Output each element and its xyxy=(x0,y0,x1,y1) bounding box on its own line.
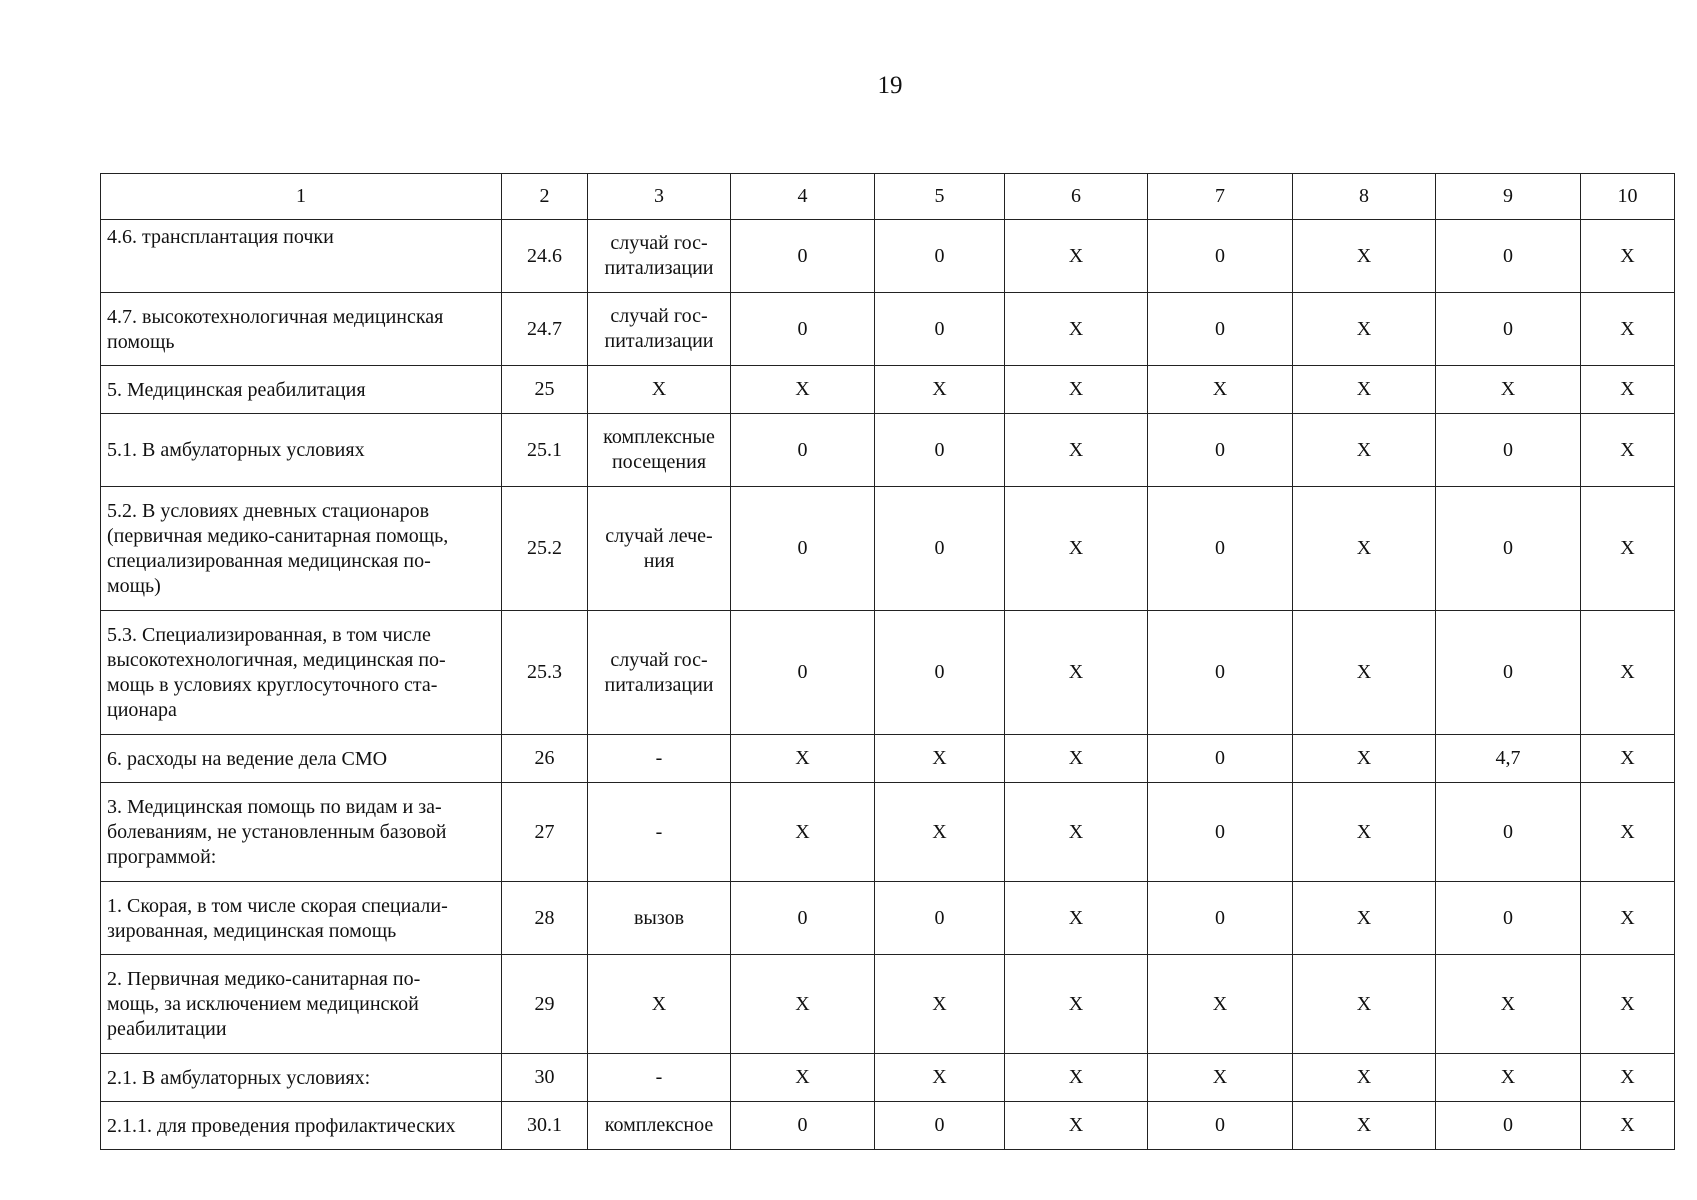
row-value-cell: X xyxy=(1005,1054,1148,1102)
row-value-cell: 0 xyxy=(1148,487,1293,611)
row-value-cell: X xyxy=(1293,1102,1436,1150)
row-value-cell: X xyxy=(1293,783,1436,882)
row-unit-cell: X xyxy=(588,366,731,414)
row-value-cell: X xyxy=(1148,1054,1293,1102)
row-value-cell: X xyxy=(731,955,875,1054)
row-value-cell: 0 xyxy=(731,414,875,487)
row-value-cell: X xyxy=(1005,735,1148,783)
row-name-cell: 1. Скорая, в том числе скорая специали- зированная, медицинская помощь xyxy=(101,882,502,955)
table-row xyxy=(101,1054,1675,1102)
row-value-cell: X xyxy=(731,735,875,783)
column-header: 1 xyxy=(101,174,502,220)
table-row xyxy=(101,366,1675,414)
row-value-cell: X xyxy=(1581,611,1675,735)
row-value-cell: X xyxy=(1005,220,1148,293)
row-unit-cell: комплексное xyxy=(588,1102,731,1150)
row-value-cell: X xyxy=(1581,414,1675,487)
row-value-cell: 0 xyxy=(875,414,1005,487)
row-value-cell: X xyxy=(1581,366,1675,414)
row-name-cell: 5. Медицинская реабилитация xyxy=(101,366,502,414)
row-value-cell: 0 xyxy=(1436,487,1581,611)
row-value-cell: 0 xyxy=(731,611,875,735)
table-row xyxy=(101,220,1675,293)
row-value-cell: X xyxy=(1581,882,1675,955)
row-value-cell: 0 xyxy=(1148,414,1293,487)
table-row xyxy=(101,487,1675,611)
row-code-cell: 24.6 xyxy=(502,220,588,293)
row-name-cell: 2.1. В амбулаторных условиях: xyxy=(101,1054,502,1102)
row-value-cell: X xyxy=(1581,783,1675,882)
row-name-cell: 6. расходы на ведение дела СМО xyxy=(101,735,502,783)
row-code-cell: 27 xyxy=(502,783,588,882)
row-value-cell: 0 xyxy=(1148,783,1293,882)
row-value-cell: X xyxy=(1293,220,1436,293)
row-value-cell: 0 xyxy=(1436,414,1581,487)
table-row xyxy=(101,955,1675,1054)
row-value-cell: 0 xyxy=(875,220,1005,293)
row-value-cell: 0 xyxy=(1148,735,1293,783)
table-row xyxy=(101,735,1675,783)
row-value-cell: X xyxy=(1436,366,1581,414)
table-row xyxy=(101,611,1675,735)
row-value-cell: X xyxy=(875,955,1005,1054)
table-row xyxy=(101,414,1675,487)
table-row xyxy=(101,882,1675,955)
column-header: 7 xyxy=(1148,174,1293,220)
row-value-cell: 0 xyxy=(1148,611,1293,735)
row-value-cell: X xyxy=(1436,955,1581,1054)
row-value-cell: X xyxy=(1293,611,1436,735)
row-value-cell: X xyxy=(1293,487,1436,611)
row-unit-cell: X xyxy=(588,955,731,1054)
row-unit-cell: случай гос- питализации xyxy=(588,293,731,366)
row-value-cell: X xyxy=(1005,366,1148,414)
row-value-cell: 0 xyxy=(875,882,1005,955)
row-value-cell: X xyxy=(875,366,1005,414)
row-value-cell: 4,7 xyxy=(1436,735,1581,783)
row-value-cell: X xyxy=(1005,955,1148,1054)
row-value-cell: X xyxy=(875,783,1005,882)
row-value-cell: X xyxy=(1293,414,1436,487)
row-name-cell: 2. Первичная медико-санитарная по- мощь, за исключением медицинской реабилитации xyxy=(101,955,502,1054)
row-unit-cell: вызов xyxy=(588,882,731,955)
row-unit-cell: - xyxy=(588,783,731,882)
row-code-cell: 25.1 xyxy=(502,414,588,487)
row-value-cell: X xyxy=(1148,366,1293,414)
row-value-cell: X xyxy=(1005,1102,1148,1150)
row-value-cell: X xyxy=(1293,955,1436,1054)
row-value-cell: X xyxy=(1293,882,1436,955)
page-number: 19 xyxy=(877,72,903,99)
row-value-cell: 0 xyxy=(1436,293,1581,366)
row-unit-cell: случай гос- питализации xyxy=(588,611,731,735)
row-code-cell: 29 xyxy=(502,955,588,1054)
row-code-cell: 24.7 xyxy=(502,293,588,366)
row-value-cell: 0 xyxy=(875,293,1005,366)
row-name-cell: 5.1. В амбулаторных условиях xyxy=(101,414,502,487)
row-value-cell: X xyxy=(1581,293,1675,366)
row-value-cell: X xyxy=(731,1054,875,1102)
row-value-cell: X xyxy=(1581,1054,1675,1102)
row-unit-cell: случай гос- питализации xyxy=(588,220,731,293)
row-value-cell: X xyxy=(1005,487,1148,611)
column-header: 8 xyxy=(1293,174,1436,220)
row-value-cell: 0 xyxy=(875,487,1005,611)
row-value-cell: X xyxy=(1293,1054,1436,1102)
row-code-cell: 30 xyxy=(502,1054,588,1102)
row-value-cell: X xyxy=(1581,955,1675,1054)
row-value-cell: 0 xyxy=(1436,220,1581,293)
row-value-cell: 0 xyxy=(1436,1102,1581,1150)
row-value-cell: 0 xyxy=(1148,220,1293,293)
row-value-cell: 0 xyxy=(731,220,875,293)
row-code-cell: 26 xyxy=(502,735,588,783)
row-value-cell: X xyxy=(731,783,875,882)
row-code-cell: 25 xyxy=(502,366,588,414)
row-value-cell: 0 xyxy=(1148,882,1293,955)
row-value-cell: X xyxy=(1581,220,1675,293)
row-value-cell: X xyxy=(1005,783,1148,882)
row-value-cell: X xyxy=(1581,735,1675,783)
header-row xyxy=(101,174,1675,220)
row-unit-cell: комплексные посещения xyxy=(588,414,731,487)
row-name-cell: 2.1.1. для проведения профилактических xyxy=(101,1102,502,1150)
row-value-cell: X xyxy=(1005,611,1148,735)
data-table xyxy=(100,173,1675,1150)
row-code-cell: 25.3 xyxy=(502,611,588,735)
row-value-cell: X xyxy=(875,1054,1005,1102)
row-value-cell: X xyxy=(1005,882,1148,955)
column-header: 9 xyxy=(1436,174,1581,220)
row-unit-cell: случай лече- ния xyxy=(588,487,731,611)
row-value-cell: X xyxy=(1293,735,1436,783)
row-value-cell: 0 xyxy=(731,293,875,366)
row-name-cell: 5.3. Специализированная, в том числе высокотехнологичная, медицинская по- мощь в условиях круглосуточного ста- ционара xyxy=(101,611,502,735)
row-name-cell: 5.2. В условиях дневных стационаров (первичная медико-санитарная помощь, специализированная медицинская по- мощь) xyxy=(101,487,502,611)
column-header: 3 xyxy=(588,174,731,220)
column-header: 10 xyxy=(1581,174,1675,220)
row-value-cell: 0 xyxy=(1436,882,1581,955)
row-unit-cell: - xyxy=(588,1054,731,1102)
row-name-cell: 3. Медицинская помощь по видам и за- болеваниям, не установленным базовой программой: xyxy=(101,783,502,882)
row-value-cell: X xyxy=(1005,414,1148,487)
row-value-cell: X xyxy=(1581,1102,1675,1150)
row-value-cell: X xyxy=(1005,293,1148,366)
row-value-cell: 0 xyxy=(1148,1102,1293,1150)
table-row xyxy=(101,783,1675,882)
column-header: 2 xyxy=(502,174,588,220)
row-value-cell: X xyxy=(1581,487,1675,611)
row-name-cell: 4.7. высокотехнологичная медицинская помощь xyxy=(101,293,502,366)
row-value-cell: X xyxy=(1148,955,1293,1054)
row-value-cell: X xyxy=(1436,1054,1581,1102)
row-value-cell: X xyxy=(875,735,1005,783)
row-value-cell: 0 xyxy=(1436,611,1581,735)
column-header: 4 xyxy=(731,174,875,220)
table-row xyxy=(101,293,1675,366)
row-name-cell: 4.6. трансплантация почки xyxy=(101,220,502,293)
column-header: 5 xyxy=(875,174,1005,220)
row-code-cell: 30.1 xyxy=(502,1102,588,1150)
row-code-cell: 25.2 xyxy=(502,487,588,611)
row-value-cell: 0 xyxy=(875,1102,1005,1150)
row-value-cell: 0 xyxy=(731,882,875,955)
row-unit-cell: - xyxy=(588,735,731,783)
table-row xyxy=(101,1102,1675,1150)
row-value-cell: 0 xyxy=(1148,293,1293,366)
row-value-cell: 0 xyxy=(731,487,875,611)
row-code-cell: 28 xyxy=(502,882,588,955)
row-value-cell: X xyxy=(1293,293,1436,366)
row-value-cell: 0 xyxy=(1436,783,1581,882)
row-value-cell: 0 xyxy=(731,1102,875,1150)
row-value-cell: 0 xyxy=(875,611,1005,735)
row-value-cell: X xyxy=(731,366,875,414)
column-header: 6 xyxy=(1005,174,1148,220)
row-value-cell: X xyxy=(1293,366,1436,414)
